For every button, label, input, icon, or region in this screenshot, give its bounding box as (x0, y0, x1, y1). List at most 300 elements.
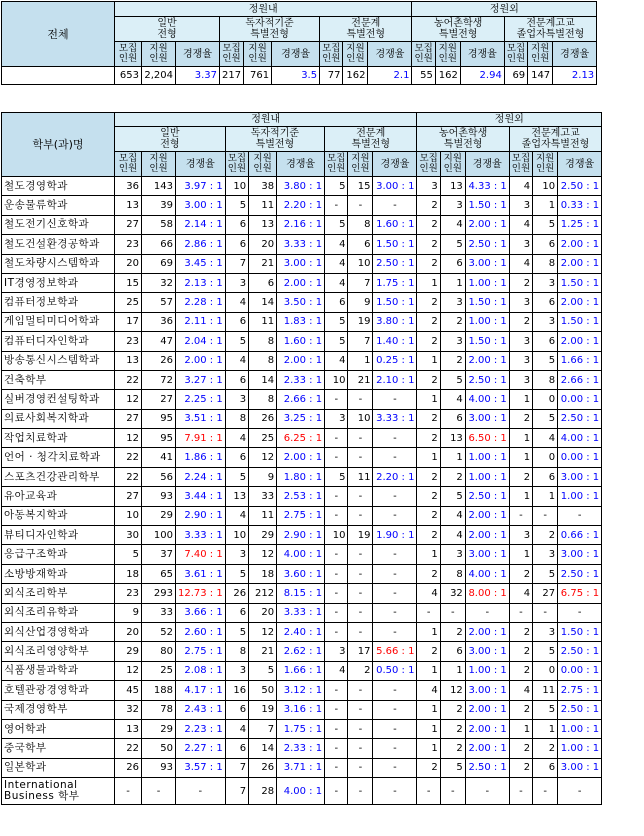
ratio-cell: - (373, 739, 417, 758)
apply-cell: 4 (440, 215, 465, 234)
dept-name: 실버경영컨설팅학과 (2, 390, 115, 409)
ratio-cell: 3.97 : 1 (176, 177, 226, 196)
track-header: 독자적기준 특별전형 (225, 127, 324, 152)
recruit-cell: 25 (115, 293, 142, 312)
recruit-cell: 3 (509, 351, 532, 370)
ratio-cell: 7.40 : 1 (176, 545, 226, 564)
recruit-cell: 4 (509, 215, 532, 234)
ratio-cell: 2.50 : 1 (465, 758, 509, 777)
recruit-cell: 1 (417, 448, 440, 467)
apply-cell: 1 (440, 448, 465, 467)
recruit-cell: - (325, 196, 348, 215)
recruit-cell: 2 (509, 467, 532, 486)
ratio-cell: - (373, 622, 417, 641)
dept-name: International Business 학부 (2, 778, 115, 805)
table-row (2, 235, 602, 254)
apply-cell: 11 (249, 196, 277, 215)
ratio-cell: 3.00 : 1 (558, 467, 602, 486)
apply-cell: 52 (142, 622, 176, 641)
ratio-cell: 2.00 : 1 (277, 448, 325, 467)
recruit-cell: 2 (509, 642, 532, 661)
apply-col-header: 지원 인원 (440, 152, 465, 177)
apply-col-header: 지원 인원 (343, 42, 368, 67)
track-header: 일반 전형 (115, 127, 226, 152)
recruit-cell: 1 (417, 351, 440, 370)
table-row (2, 467, 602, 486)
recruit-cell: 5 (325, 312, 348, 331)
apply-cell: 18 (249, 564, 277, 583)
apply-cell: - (440, 603, 465, 622)
recruit-cell: 4 (325, 273, 348, 292)
ratio-cell: 2.00 : 1 (558, 254, 602, 273)
apply-cell: 4 (440, 390, 465, 409)
recruit-col-header: 모집 인원 (115, 152, 142, 177)
table-row (2, 603, 602, 622)
recruit-cell: 2 (417, 642, 440, 661)
apply-col-header: 지원 인원 (528, 42, 553, 67)
apply-cell: 5 (533, 564, 558, 583)
dept-name: 외식산업경영학과 (2, 622, 115, 641)
ratio-cell: 0.25 : 1 (373, 351, 417, 370)
ratio-cell: 2.24 : 1 (176, 467, 226, 486)
recruit-cell: 2 (509, 739, 532, 758)
ratio-cell: 3.00 : 1 (465, 681, 509, 700)
apply-cell: 39 (142, 196, 176, 215)
ratio-cell: 1.40 : 1 (373, 332, 417, 351)
dept-name: 소방방재학과 (2, 564, 115, 583)
ratio-cell: 1.00 : 1 (465, 312, 509, 331)
apply-cell: 10 (533, 177, 558, 196)
recruit-cell: - (325, 778, 348, 805)
recruit-cell: 20 (115, 622, 142, 641)
apply-cell: 100 (142, 526, 176, 545)
recruit-cell: 4 (225, 293, 248, 312)
recruit-cell: 12 (115, 661, 142, 680)
apply-cell: 8 (440, 564, 465, 583)
recruit-cell: - (325, 719, 348, 738)
recruit-cell: 26 (225, 584, 248, 603)
recruit-col-header: 모집 인원 (504, 42, 527, 67)
ratio-cell: 1.90 : 1 (373, 526, 417, 545)
ratio-cell: - (558, 506, 602, 525)
ratio-cell: - (373, 545, 417, 564)
ratio-cell: 2.13 : 1 (176, 273, 226, 292)
apply-cell: 6 (533, 293, 558, 312)
table-row (2, 196, 602, 215)
apply-cell: 56 (142, 467, 176, 486)
apply-cell: 32 (440, 584, 465, 603)
apply-cell: 93 (142, 487, 176, 506)
apply-cell: 6 (533, 467, 558, 486)
recruit-cell: - (509, 603, 532, 622)
ratio-cell: 3.66 : 1 (176, 603, 226, 622)
table-row (2, 332, 602, 351)
recruit-cell: 12 (115, 390, 142, 409)
apply-cell: 8 (533, 370, 558, 389)
dept-name: 외식조리유학과 (2, 603, 115, 622)
ratio-cell: - (373, 390, 417, 409)
ratio-cell: 2.08 : 1 (176, 661, 226, 680)
ratio-cell: - (558, 603, 602, 622)
ratio-cell: 8.15 : 1 (277, 584, 325, 603)
recruit-cell: 2 (509, 622, 532, 641)
recruit-cell: 3 (509, 235, 532, 254)
total-apply: 162 (435, 67, 460, 85)
ratio-cell: 3.80 : 1 (373, 312, 417, 331)
recruit-cell: - (509, 778, 532, 805)
apply-cell: - (348, 603, 373, 622)
ratio-col-header: 경쟁율 (176, 152, 226, 177)
apply-cell: 50 (142, 739, 176, 758)
recruit-cell: 5 (225, 467, 248, 486)
recruit-cell: 10 (115, 506, 142, 525)
dept-name: 유아교육과 (2, 487, 115, 506)
apply-cell: 5 (440, 235, 465, 254)
recruit-cell: - (115, 778, 142, 805)
within-quota-header: 정원내 (115, 2, 412, 17)
ratio-cell: 2.00 : 1 (465, 526, 509, 545)
recruit-cell: 16 (225, 681, 248, 700)
apply-cell: 65 (142, 564, 176, 583)
recruit-cell: - (325, 700, 348, 719)
ratio-cell: - (373, 719, 417, 738)
recruit-cell: 2 (417, 332, 440, 351)
apply-cell: 9 (348, 293, 373, 312)
recruit-cell: 1 (509, 429, 532, 448)
dept-name: 국제경영학부 (2, 700, 115, 719)
recruit-cell: 13 (115, 351, 142, 370)
recruit-cell: 26 (115, 758, 142, 777)
total-ratio: 3.5 (272, 67, 320, 85)
apply-cell: 5 (440, 758, 465, 777)
apply-cell: 12 (249, 622, 277, 641)
ratio-cell: 2.66 : 1 (558, 370, 602, 389)
recruit-cell: 2 (417, 467, 440, 486)
recruit-cell: 12 (115, 429, 142, 448)
recruit-cell: 6 (225, 700, 248, 719)
apply-cell: 5 (533, 351, 558, 370)
recruit-cell: 2 (417, 235, 440, 254)
recruit-cell: 4 (417, 681, 440, 700)
apply-cell: 143 (142, 177, 176, 196)
ratio-col-header: 경쟁율 (368, 42, 412, 67)
recruit-cell: 2 (417, 196, 440, 215)
recruit-cell: 2 (417, 312, 440, 331)
ratio-cell: 1.50 : 1 (558, 622, 602, 641)
apply-cell: 0 (533, 390, 558, 409)
apply-cell: 2 (440, 351, 465, 370)
apply-cell: - (533, 506, 558, 525)
recruit-cell: 5 (325, 332, 348, 351)
ratio-cell: 2.90 : 1 (277, 526, 325, 545)
apply-cell: 1 (440, 661, 465, 680)
apply-cell: 1 (440, 273, 465, 292)
ratio-cell: 3.50 : 1 (277, 293, 325, 312)
recruit-cell: 2 (417, 429, 440, 448)
ratio-cell: - (465, 778, 509, 805)
ratio-cell: - (373, 506, 417, 525)
ratio-cell: - (373, 584, 417, 603)
table-row (2, 351, 602, 370)
apply-cell: 8 (249, 351, 277, 370)
recruit-cell: 3 (225, 390, 248, 409)
recruit-cell: 5 (115, 545, 142, 564)
apply-cell: 6 (440, 642, 465, 661)
apply-cell: 6 (348, 235, 373, 254)
table-row (2, 390, 602, 409)
apply-cell: 8 (533, 254, 558, 273)
ratio-col-header: 경쟁율 (558, 152, 602, 177)
apply-cell: 6 (533, 332, 558, 351)
ratio-cell: 2.11 : 1 (176, 312, 226, 331)
apply-cell: 10 (348, 409, 373, 428)
dept-name: 영어학과 (2, 719, 115, 738)
ratio-cell: 2.50 : 1 (373, 254, 417, 273)
table-row (2, 739, 602, 758)
apply-cell: 1 (533, 196, 558, 215)
recruit-cell: 45 (115, 681, 142, 700)
apply-cell: 19 (348, 312, 373, 331)
recruit-col-header: 모집 인원 (115, 42, 142, 67)
apply-cell: 29 (249, 526, 277, 545)
apply-cell: 27 (142, 390, 176, 409)
apply-cell: 5 (533, 642, 558, 661)
apply-cell: 2 (533, 739, 558, 758)
apply-cell: 1 (533, 487, 558, 506)
apply-cell: 37 (142, 545, 176, 564)
apply-cell: - (348, 487, 373, 506)
ratio-cell: - (176, 778, 226, 805)
ratio-cell: 3.00 : 1 (465, 642, 509, 661)
recruit-cell: 6 (225, 370, 248, 389)
ratio-cell: 2.43 : 1 (176, 700, 226, 719)
recruit-cell: 1 (509, 719, 532, 738)
department-table (1, 112, 602, 805)
ratio-cell: 1.00 : 1 (465, 661, 509, 680)
ratio-cell: 2.62 : 1 (277, 642, 325, 661)
apply-col-header: 지원 인원 (348, 152, 373, 177)
recruit-cell: 4 (509, 681, 532, 700)
ratio-cell: 1.00 : 1 (558, 487, 602, 506)
recruit-cell: 6 (225, 448, 248, 467)
ratio-cell: 4.00 : 1 (465, 390, 509, 409)
recruit-cell: 4 (325, 661, 348, 680)
apply-cell: 29 (142, 719, 176, 738)
ratio-cell: 3.33 : 1 (176, 526, 226, 545)
recruit-cell: 4 (325, 235, 348, 254)
apply-cell: 33 (249, 487, 277, 506)
recruit-cell: 27 (115, 215, 142, 234)
recruit-cell: 7 (225, 778, 248, 805)
dept-name: 철도차량시스템학과 (2, 254, 115, 273)
recruit-cell: 1 (417, 719, 440, 738)
apply-cell: - (348, 778, 373, 805)
ratio-cell: 2.14 : 1 (176, 215, 226, 234)
recruit-cell: 2 (417, 506, 440, 525)
apply-cell: 57 (142, 293, 176, 312)
track-header: 전문계고교 졸업자특별전형 (504, 17, 596, 42)
apply-cell: 50 (249, 681, 277, 700)
recruit-col-header: 모집 인원 (417, 152, 440, 177)
ratio-cell: 3.60 : 1 (277, 564, 325, 583)
apply-cell: 9 (249, 467, 277, 486)
apply-cell: 5 (533, 215, 558, 234)
ratio-cell: 2.50 : 1 (558, 564, 602, 583)
ratio-cell: - (373, 778, 417, 805)
recruit-cell: 3 (509, 196, 532, 215)
ratio-cell: 1.75 : 1 (277, 719, 325, 738)
track-header: 농어촌학생 특별전형 (417, 127, 509, 152)
recruit-cell: - (325, 622, 348, 641)
apply-cell: 20 (249, 603, 277, 622)
recruit-cell: 27 (115, 487, 142, 506)
ratio-cell: 3.00 : 1 (277, 254, 325, 273)
recruit-cell: 6 (225, 215, 248, 234)
ratio-cell: 3.57 : 1 (176, 758, 226, 777)
ratio-cell: 2.27 : 1 (176, 739, 226, 758)
apply-col-header: 지원 인원 (249, 152, 277, 177)
apply-cell: 3 (533, 273, 558, 292)
track-header: 전문계고교 졸업자특별전형 (509, 127, 601, 152)
ratio-cell: 1.50 : 1 (373, 235, 417, 254)
ratio-cell: 1.66 : 1 (277, 661, 325, 680)
ratio-cell: 2.00 : 1 (176, 351, 226, 370)
ratio-cell: 2.00 : 1 (465, 739, 509, 758)
apply-cell: 26 (249, 409, 277, 428)
apply-cell: 11 (249, 312, 277, 331)
dept-name: 철도전기신호학과 (2, 215, 115, 234)
dept-name: 철도경영학과 (2, 177, 115, 196)
ratio-cell: 1.66 : 1 (558, 351, 602, 370)
apply-cell: 26 (142, 351, 176, 370)
ratio-cell: 2.16 : 1 (277, 215, 325, 234)
recruit-cell: 3 (509, 293, 532, 312)
ratio-cell: 2.00 : 1 (558, 293, 602, 312)
recruit-cell: 22 (115, 467, 142, 486)
apply-cell: 6 (249, 273, 277, 292)
recruit-cell: 29 (115, 642, 142, 661)
recruit-cell: 23 (115, 332, 142, 351)
track-header: 농어촌학생 특별전형 (412, 17, 504, 42)
apply-cell: 14 (249, 739, 277, 758)
ratio-cell: 2.86 : 1 (176, 235, 226, 254)
ratio-cell: 2.00 : 1 (465, 215, 509, 234)
ratio-cell: 2.50 : 1 (558, 642, 602, 661)
apply-cell: - (348, 448, 373, 467)
ratio-cell: 2.90 : 1 (176, 506, 226, 525)
recruit-cell: 22 (115, 448, 142, 467)
apply-cell: 78 (142, 700, 176, 719)
apply-cell: - (348, 390, 373, 409)
apply-cell: 5 (440, 487, 465, 506)
recruit-cell: 13 (225, 487, 248, 506)
recruit-cell: 1 (417, 390, 440, 409)
table-row (2, 778, 602, 805)
apply-cell: 58 (142, 215, 176, 234)
apply-cell: 4 (533, 429, 558, 448)
recruit-cell: 4 (325, 351, 348, 370)
ratio-cell: 0.66 : 1 (558, 526, 602, 545)
recruit-cell: - (325, 681, 348, 700)
table-row (2, 254, 602, 273)
apply-cell: 2 (440, 719, 465, 738)
dept-name: 방송통신시스템학과 (2, 351, 115, 370)
recruit-col-header: 모집 인원 (412, 42, 435, 67)
dept-name: 일본학과 (2, 758, 115, 777)
apply-cell: 11 (348, 467, 373, 486)
apply-col-header: 지원 인원 (244, 42, 272, 67)
recruit-cell: 36 (115, 177, 142, 196)
ratio-cell: 2.53 : 1 (277, 487, 325, 506)
apply-cell: 6 (440, 254, 465, 273)
ratio-cell: 1.00 : 1 (465, 448, 509, 467)
recruit-cell: 1 (509, 487, 532, 506)
apply-cell: 5 (533, 409, 558, 428)
ratio-cell: - (373, 603, 417, 622)
dept-name: 언어 · 청각치료학과 (2, 448, 115, 467)
apply-cell: 4 (440, 506, 465, 525)
ratio-col-header: 경쟁율 (277, 152, 325, 177)
ratio-cell: 3.80 : 1 (277, 177, 325, 196)
apply-cell: 3 (533, 622, 558, 641)
recruit-cell: 5 (225, 622, 248, 641)
recruit-cell: 3 (509, 370, 532, 389)
recruit-cell: 4 (417, 584, 440, 603)
total-ratio: 2.1 (368, 67, 412, 85)
ratio-cell: 0.33 : 1 (558, 196, 602, 215)
apply-cell: 4 (440, 526, 465, 545)
apply-cell: 3 (440, 332, 465, 351)
apply-cell: 14 (249, 293, 277, 312)
ratio-cell: 0.00 : 1 (558, 661, 602, 680)
ratio-cell: - (373, 196, 417, 215)
ratio-cell: 3.00 : 1 (465, 409, 509, 428)
table-row (2, 312, 602, 331)
apply-cell: 21 (249, 254, 277, 273)
apply-cell: 13 (249, 215, 277, 234)
recruit-cell: 10 (325, 370, 348, 389)
table-row (2, 526, 602, 545)
apply-col-header: 지원 인원 (533, 152, 558, 177)
apply-col-header: 지원 인원 (142, 152, 176, 177)
ratio-cell: 7.91 : 1 (176, 429, 226, 448)
ratio-cell: 3.00 : 1 (373, 177, 417, 196)
ratio-cell: 3.27 : 1 (176, 370, 226, 389)
apply-cell: 1 (348, 351, 373, 370)
ratio-cell: 2.50 : 1 (465, 487, 509, 506)
apply-cell: 47 (142, 332, 176, 351)
ratio-cell: - (373, 681, 417, 700)
ratio-cell: 1.50 : 1 (558, 273, 602, 292)
ratio-cell: 3.00 : 1 (465, 545, 509, 564)
recruit-cell: 4 (509, 584, 532, 603)
apply-cell: 36 (142, 312, 176, 331)
recruit-cell: 1 (509, 448, 532, 467)
ratio-cell: 1.60 : 1 (373, 215, 417, 234)
dept-name: 운송물류학과 (2, 196, 115, 215)
recruit-cell: 8 (225, 409, 248, 428)
table-row (2, 429, 602, 448)
ratio-col-header: 경쟁율 (176, 42, 220, 67)
apply-cell: - (348, 429, 373, 448)
ratio-cell: 3.16 : 1 (277, 700, 325, 719)
ratio-cell: 2.75 : 1 (277, 506, 325, 525)
apply-cell: 29 (142, 506, 176, 525)
recruit-cell: 1 (509, 545, 532, 564)
ratio-cell: 5.66 : 1 (373, 642, 417, 661)
ratio-col-header: 경쟁율 (465, 152, 509, 177)
outside-quota-header: 정원외 (417, 113, 602, 127)
